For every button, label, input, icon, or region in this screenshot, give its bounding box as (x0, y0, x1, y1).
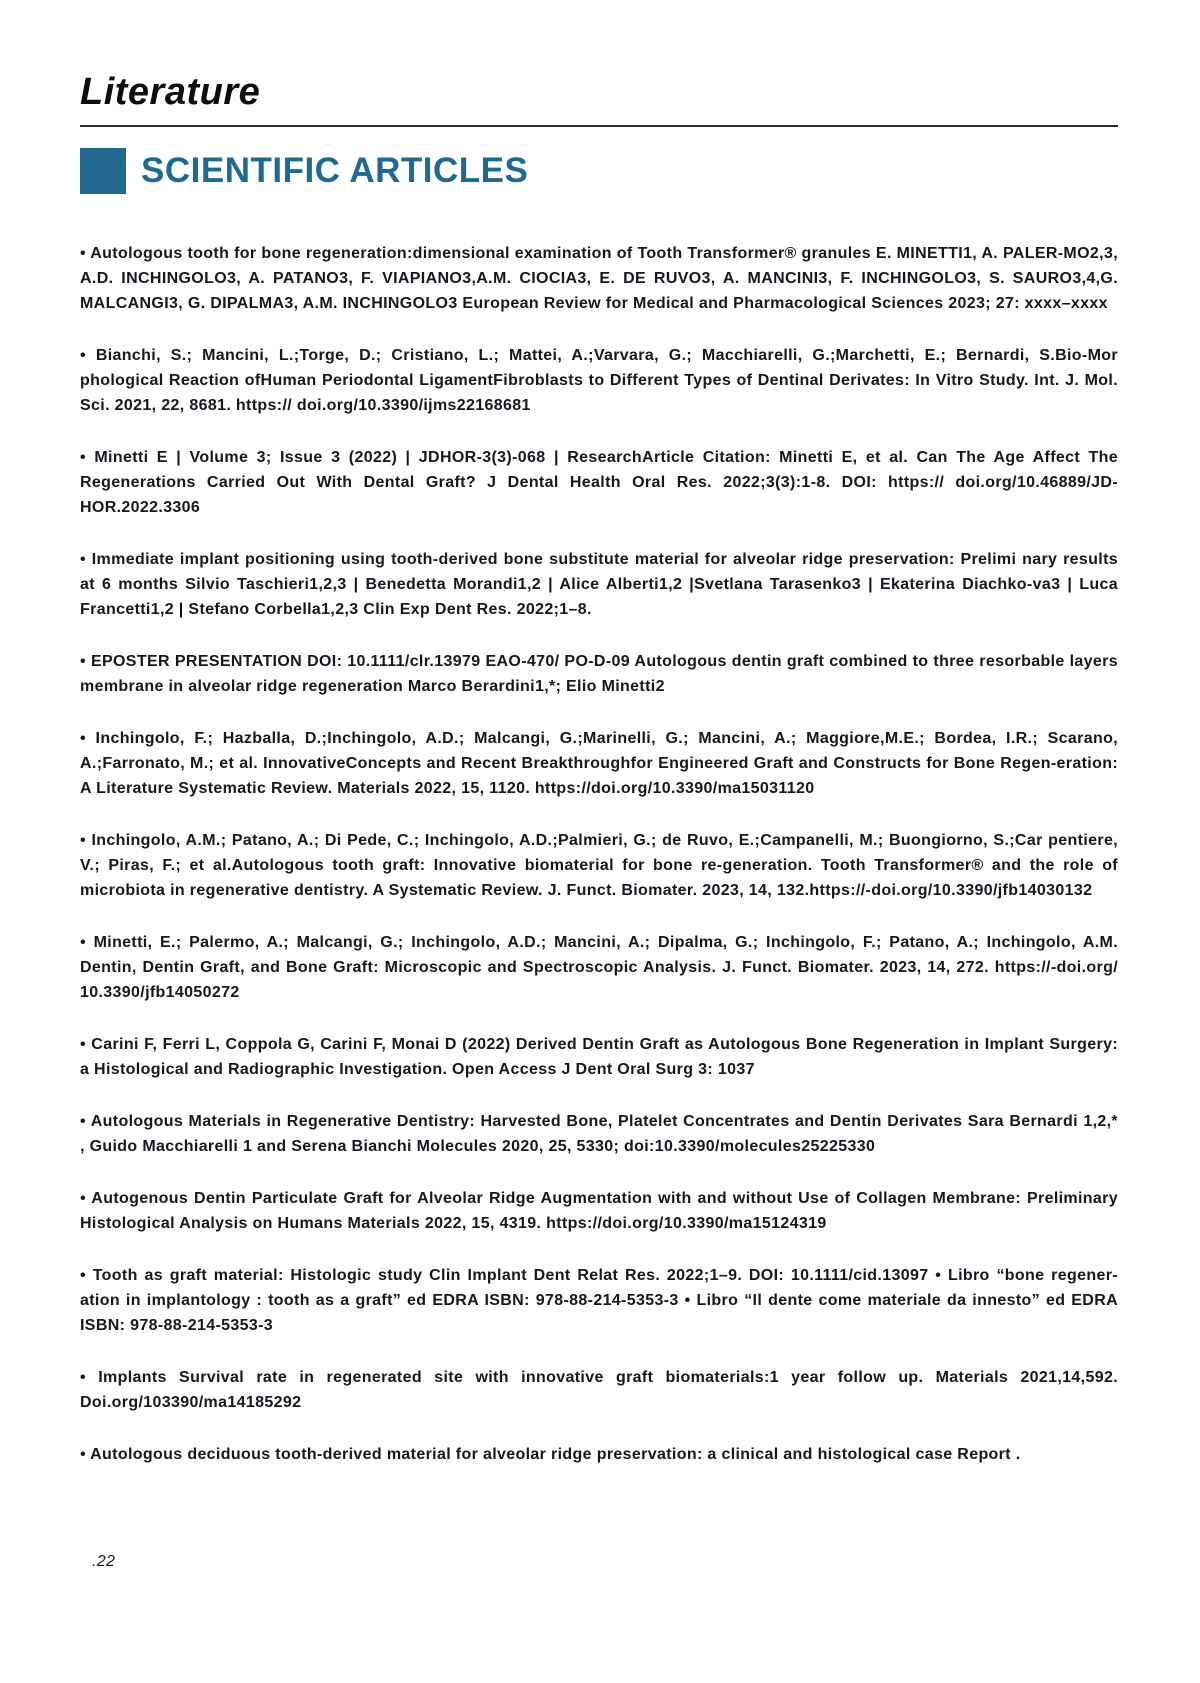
section-marker-square-icon (80, 148, 126, 194)
reference-item: • Autogenous Dentin Particulate Graft for Alveolar Ridge Augmentation with and without Use of Collagen Membrane: Preliminary Histological Analysis on Humans Materials 2022, 15, 4319. https://doi.org/10.3390/ma15124319 (80, 1190, 1118, 1232)
reference-item: • Inchingolo, F.; Hazballa, D.;Inchingolo, A.D.; Malcangi, G.;Marinelli, G.; Mancini, A.; Maggiore,M.E.; Bordea, I.R.; Scarano, A.;Farronato, M.; et al. InnovativeConcepts and Recent Breakthroughfor Engineered Graft and Constructs for Bone Regen-eration: A Literature Systematic Review. Materials 2022, 15, 1120. https://doi.org/10.3390/ma15031120 (80, 730, 1118, 797)
reference-item: • Carini F, Ferri L, Coppola G, Carini F, Monai D (2022) Derived Dentin Graft as Autologous Bone Regeneration in Implant Surgery: a Histological and Radiographic Investigation. Open Access J Dent Oral Surg 3: 1037 (80, 1036, 1118, 1078)
section-title: SCIENTIFIC ARTICLES (141, 151, 529, 190)
reference-list (80, 241, 1118, 1467)
reference-item: • Minetti, E.; Palermo, A.; Malcangi, G.; Inchingolo, A.D.; Mancini, A.; Dipalma, G.; Inchingolo, F.; Patano, A.; Inchingolo, A.M. Dentin, Dentin Graft, and Bone Graft: Microscopic and Spectroscopic Analysis. J. Funct. Biomater. 2023, 14, 272. https://-doi.org/ 10.3390/jfb14050272 (80, 934, 1118, 1001)
page-number: .22 (92, 1553, 116, 1570)
page-title: Literature (80, 71, 261, 113)
reference-item: • Inchingolo, A.M.; Patano, A.; Di Pede, C.; Inchingolo, A.D.;Palmieri, G.; de Ruvo, E.;Campanelli, M.; Buongiorno, S.;Car pentiere, V.; Piras, F.; et al.Autologous tooth graft: Innovative biomaterial for bone re-generation. Tooth Transformer® and the role of microbiota in regenerative dentistry. A Systematic Review. J. Funct. Biomater. 2023, 14, 132.https://-doi.org/10.3390/jfb14030132 (80, 832, 1118, 899)
reference-item: • Implants Survival rate in regenerated site with innovative graft biomaterials:1 year follow up. Materials 2021,14,592. Doi.org/103390/ma14185292 (80, 1369, 1118, 1411)
reference-item: • Bianchi, S.; Mancini, L.;Torge, D.; Cristiano, L.; Mattei, A.;Varvara, G.; Macchiarelli, G.;Marchetti, E.; Bernardi, S.Bio-Mor phological Reaction ofHuman Periodontal LigamentFibroblasts to Different Types of Dentinal Derivates: In Vitro Study. Int. J. Mol. Sci. 2021, 22, 8681. https:// doi.org/10.3390/ijms22168681 (80, 347, 1118, 414)
reference-item: • Autologous Materials in Regenerative Dentistry: Harvested Bone, Platelet Concentrates and Dentin Derivates Sara Bernardi 1,2,* , Guido Macchiarelli 1 and Serena Bianchi Molecules 2020, 25, 5330; doi:10.3390/molecules25225330 (80, 1113, 1118, 1155)
reference-item: • Autologous deciduous tooth-derived material for alveolar ridge preservation: a clinical and histological case Report . (80, 1446, 1021, 1463)
reference-item: • Immediate implant positioning using tooth-derived bone substitute material for alveolar ridge preservation: Prelimi nary results at 6 months Silvio Taschieri1,2,3 | Benedetta Morandi1,2 | Alice Alberti1,2 |Svetlana Tarasenko3 | Ekaterina Diachko-va3 | Luca Francetti1,2 | Stefano Corbella1,2,3 Clin Exp Dent Res. 2022;1–8. (80, 551, 1118, 618)
title-divider (80, 125, 1118, 127)
reference-item: • Minetti E | Volume 3; Issue 3 (2022) | JDHOR-3(3)-068 | ResearchArticle Citation: Minetti E, et al. Can The Age Affect The Regenerations Carried Out With Dental Graft? J Dental Health Oral Res. 2022;3(3):1-8. DOI: https:// doi.org/10.46889/JD-HOR.2022.3306 (80, 449, 1118, 516)
reference-item: • Autologous tooth for bone regeneration:dimensional examination of Tooth Transformer® granules E. MINETTI1, A. PALER-MO2,3, A.D. INCHINGOLO3, A. PATANO3, F. VIAPIANO3,A.M. CIOCIA3, E. DE RUVO3, A. MANCINI3, F. INCHINGOLO3, S. SAURO3,4,G. MALCANGI3, G. DIPALMA3, A.M. INCHINGOLO3 European Review for Medical and Pharmacological Sciences 2023; 27: xxxx–xxxx (80, 245, 1118, 312)
reference-item: • Tooth as graft material: Histologic study Clin Implant Dent Relat Res. 2022;1–9. DOI: 10.1111/cid.13097 • Libro “bone regener-ation in implantology : tooth as a graft” ed EDRA ISBN: 978-88-214-5353-3 • Libro “Il dente come materiale da innesto” ed EDRA ISBN: 978-88-214-5353-3 (80, 1267, 1118, 1334)
page-content (80, 0, 1118, 1467)
section-header (80, 148, 1118, 194)
reference-item: • EPOSTER PRESENTATION DOI: 10.1111/clr.13979 EAO-470/ PO-D-09 Autologous dentin graft combined to three resorbable layers membrane in alveolar ridge regeneration Marco Berardini1,*; Elio Minetti2 (80, 653, 1118, 695)
